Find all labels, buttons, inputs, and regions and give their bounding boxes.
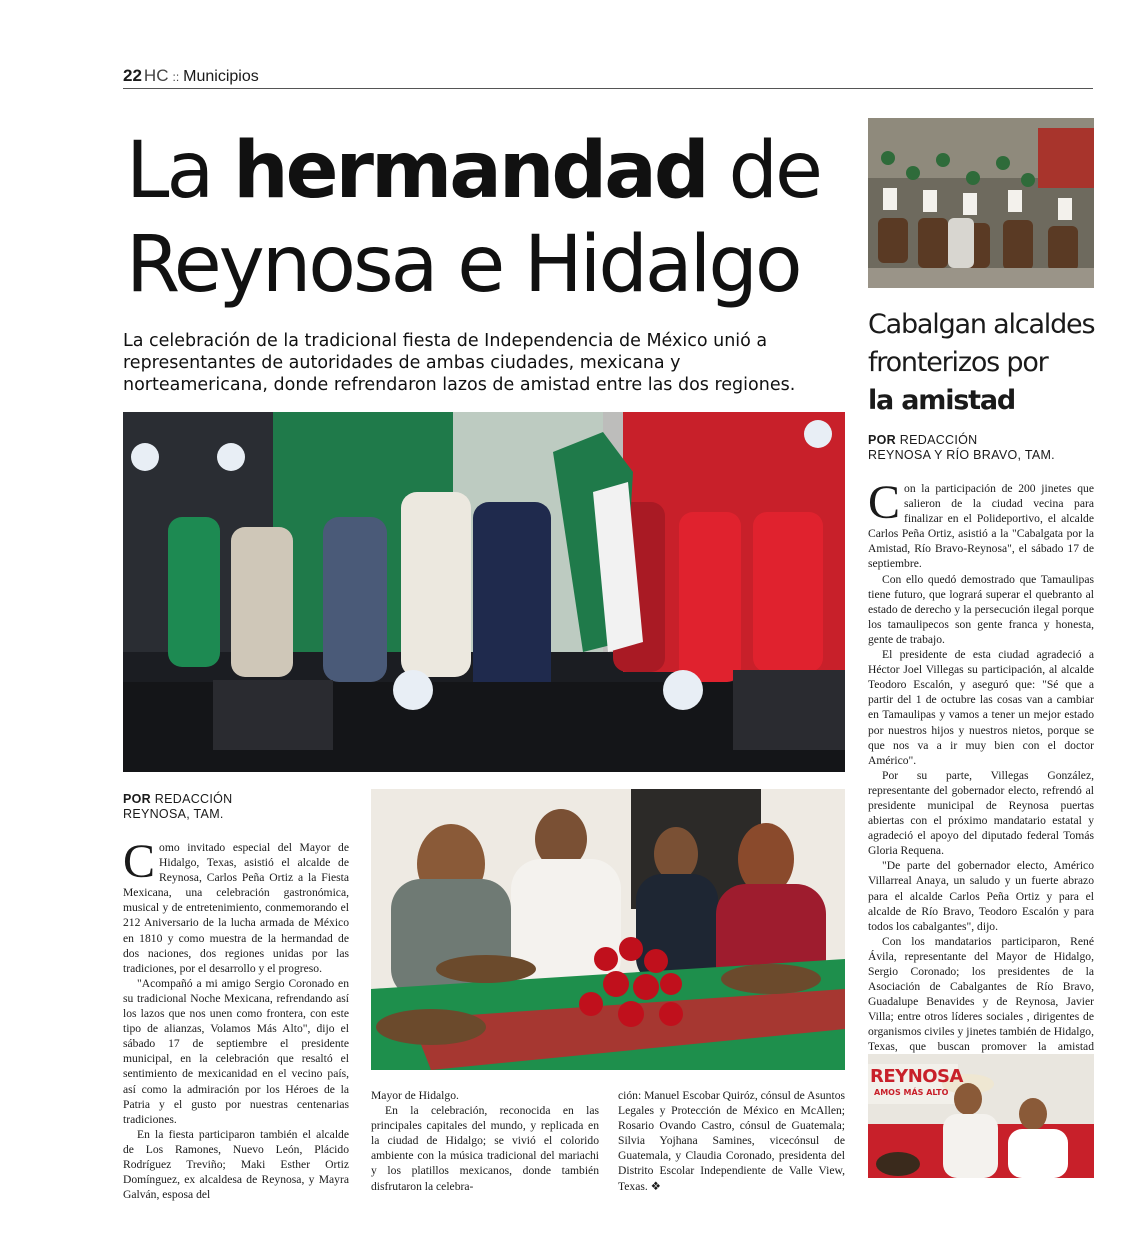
side-headline-line-1: Cabalgan alcaldes [868, 309, 1095, 340]
side-paragraph-5: "De parte del gobernador electo, Américo Villarreal Anaya, un saludo y un fuerte abrazo para el alcalde Carlos Peña Ortiz y para el alcalde de Río Bravo, Teodoro Escalón y para todos los cabalgantes", dijo. [868, 859, 1094, 933]
side-headline-line-3: la amistad [868, 385, 1016, 416]
stage-photo [123, 412, 845, 772]
main-col2-paragraph-1: Mayor de Hidalgo. [371, 1089, 459, 1102]
side-paragraph-1: on la participación de 200 jinetes que salieron de la ciudad vecina para finalizar en el Polideportivo, el alcalde Carlos Peña Ortiz, asistió a la "Cabalgata por la Amistad, Río Bravo-Reynosa", el sábado 17 de septiembre. [868, 482, 1094, 571]
dinner-photo [371, 789, 845, 1070]
main-col2-paragraph-2: En la celebración, reconocida en las principales capitales del mundo, y replicada en la ciudad de Hidalgo; se vivió el colorido ambiente con la música tradicional del mariachi y los platillos mexicanos, donde también disfrutaron la celebra- [371, 1104, 599, 1193]
byline-place: REYNOSA, TAM. [123, 807, 224, 821]
side-byline-por: POR [868, 433, 896, 447]
side-byline-place: REYNOSA Y RÍO BRAVO, TAM. [868, 448, 1055, 462]
side-paragraph-3: El presidente de esta ciudad agradeció a Héctor Joel Villegas su participación, al alcalde Teodoro Escalón, y aseguró que: "Sé que a partir del 1 de octubre las cosas van a cambiar en Tamaulipas y vamos a tener un mejor estado por nuestros hijos y nuestros nietos, porque se que nos va a ir muy bien con el doctor Américo". [868, 648, 1094, 767]
side-byline-author: REDACCIÓN [899, 433, 978, 447]
page-number: 22 [123, 66, 142, 85]
main-column-1 [123, 835, 349, 1202]
side-headline-line-2: fronterizos por [868, 347, 1048, 378]
main-col1-paragraph-1: omo invitado especial del Mayor de Hidalgo, Texas, asistió el alcalde de Reynosa, Carlos Peña Ortiz a la Fiesta Mexicana, una celebración gastronómica, musical y de entretenimiento, conmemorando el 212 Aniversario de la lucha armada de México en 1810 y como muestra de la hermandad de dos naciones, dos regiones unidas por las tradiciones, por el desarrollo y el progreso. [123, 841, 349, 975]
headline-hermandad: hermandad [233, 126, 707, 216]
side-paragraph-4: Por su parte, Villegas González, representante del gobernador electo, refrendó al presidente municipal de Reynosa puertas abiertas con el próximo mandatario estatal y agradeció el apoyo del diputado federal Tomás Gloria Requena. [868, 768, 1094, 858]
headline-line-1 [126, 126, 846, 216]
side-drop-cap: C [868, 476, 901, 529]
main-column-2 [371, 1088, 599, 1193]
drop-cap: C [123, 835, 156, 888]
side-column [868, 476, 1094, 1054]
side-paragraph-2: Con ello quedó demostrado que Tamaulipas tiene futuro, que logrará superar el quebranto al estado de derecho y la persecución ilegal porque los tamaulipecos son gente franca y honesta, gente de trabajo. [868, 572, 1094, 646]
page-header [123, 66, 1093, 89]
section-name: Municipios [183, 68, 259, 85]
headline-la: La [126, 126, 212, 216]
byline-por: POR [123, 792, 151, 806]
main-byline [123, 792, 363, 822]
main-col1-paragraph-2: "Acompañó a mi amigo Sergio Coronado en su tradicional Noche Mexicana, refrendando así los lazos que nos unen como frontera, con este tipo de alianzas, Volamos Más Alto", dijo el sábado 17 de septiembre el presidente municipal, en la celebración que resaltó el sentimiento de mexicanidad en el vecino país, así como la admiración por los Héroes de la Patria y el gusto por nuestras centenarias tradiciones. [123, 976, 349, 1126]
brand-logo: HC [143, 66, 169, 85]
side-byline [868, 433, 1094, 463]
banner-text: REYNOSA [870, 1066, 963, 1087]
side-paragraph-6: Con los mandatarios participaron, René Ávila, representante del Mayor de Hidalgo, Sergio Coronado; los presidentes de la Asociación de Cabalgantes de Río Bravo, Guadalupe Benavides y de Reynosa, Javier Villa; entre otros líderes sociales , dirigentes de organismos civiles y jinetes también de Hidalgo, Texas, que buscan promover la amistad [868, 934, 1094, 1054]
headline-line-2: Reynosa e Hidalgo [126, 220, 800, 310]
side-headline [868, 306, 1098, 420]
headline-de: de [728, 126, 820, 216]
header-separator: :: [172, 70, 180, 84]
mayor-photo [868, 1054, 1094, 1178]
main-col3-paragraph-1: ción: Manuel Escobar Quiróz, cónsul de Asuntos Legales y Protección de México en McAllen; Rosario Ovando Castro, cónsul de Guatemala; Silvia Yojhana Samines, vicecónsul de Guatemala, y Claudia Coronado, presidenta del Distrito Escolar Independiente de Valle View, Texas. ❖ [618, 1089, 846, 1193]
byline-author: REDACCIÓN [154, 792, 233, 806]
main-col1-paragraph-3: En la fiesta participaron también el alcalde de Los Ramones, Nuevo León, Plácido Rodríguez Treviño; Maki Esther Ortiz Domínguez, ex alcaldesa de Reynosa, y Mayra Galván, esposa del [123, 1127, 349, 1202]
main-column-3 [618, 1088, 846, 1193]
article-deck: La celebración de la tradicional fiesta de Independencia de México unió a representantes de autoridades de ambas ciudades, mexicana y norteamericana, donde refrendaron lazos de amistad entre las dos regiones. [123, 331, 796, 395]
banner-subtext: AMOS MÁS ALTO [874, 1088, 949, 1097]
cabalgata-photo [868, 118, 1094, 288]
